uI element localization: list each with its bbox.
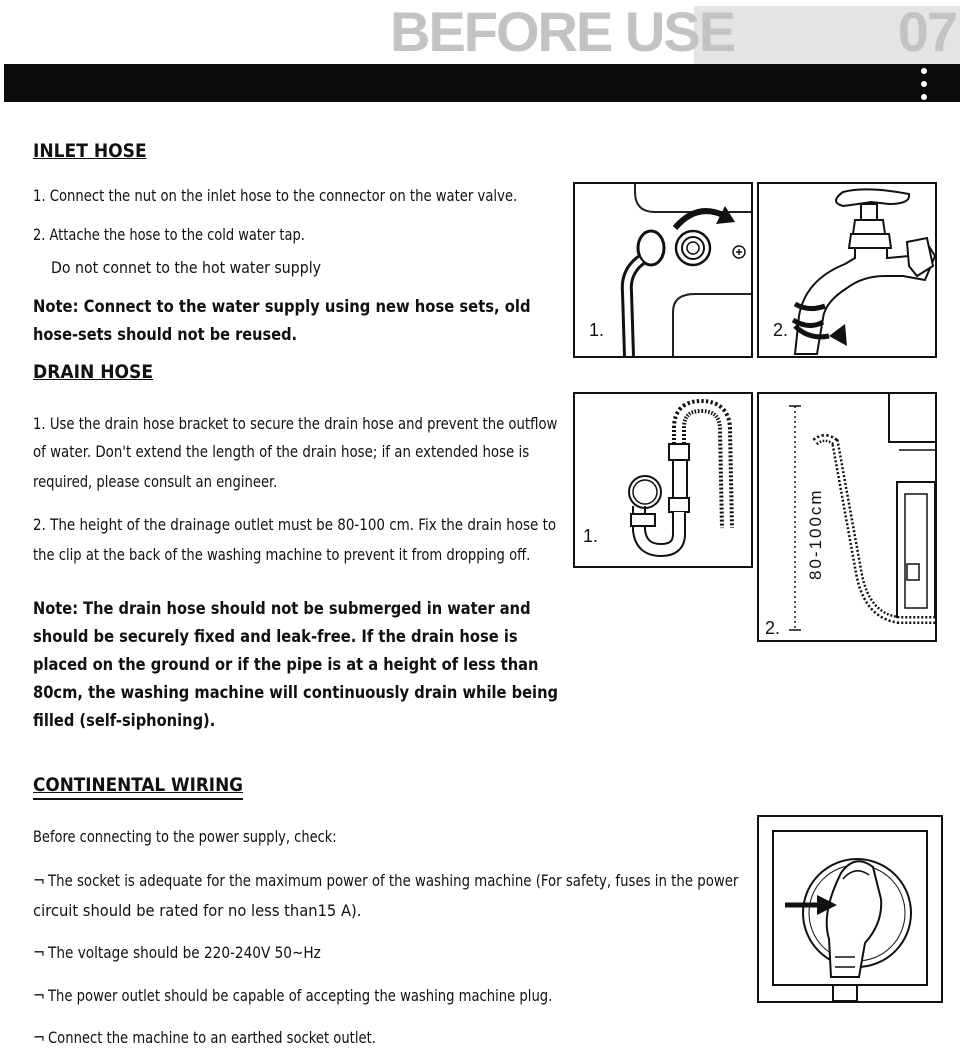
drain-figure-bracket bbox=[573, 392, 753, 568]
drain-hose-heading: DRAIN HOSE bbox=[33, 361, 154, 383]
inlet-figure-connector bbox=[573, 182, 753, 358]
valve-connector-illustration bbox=[575, 184, 751, 356]
drain-note-line-1: Note: The drain hose should not be submerged in water and bbox=[33, 599, 531, 619]
wiring-bullet-1-line-2: circuit should be rated for no less than15 A). bbox=[33, 901, 362, 920]
drain-p1-line-2: of water. Don't extend the length of the drain hose; if an extended hose is bbox=[33, 442, 530, 461]
page-number: 07 bbox=[897, 0, 956, 63]
drain-height-illustration bbox=[759, 394, 935, 640]
inlet-note-line-1: Note: Connect to the water supply using new hose sets, old bbox=[33, 297, 531, 317]
wiring-intro: Before connecting to the power supply, check: bbox=[33, 827, 337, 846]
drain-p2-line-1: 2. The height of the drainage outlet must be 80-100 cm. Fix the drain hose to bbox=[33, 515, 557, 534]
inlet-step-2: 2. Attache the hose to the cold water tap. bbox=[33, 225, 305, 244]
inlet-step-1: 1. Connect the nut on the inlet hose to the connector on the water valve. bbox=[33, 186, 518, 205]
drain-fig-label-2: 2. bbox=[765, 618, 781, 638]
drain-p2-line-2: the clip at the back of the washing machine to prevent it from dropping off. bbox=[33, 545, 531, 564]
bullet-2-glyph: ¬ bbox=[33, 943, 46, 962]
drain-p1-line-1: 1. Use the drain hose bracket to secure the drain hose and prevent the outflow bbox=[33, 414, 558, 433]
wiring-bullet-1-line-1: The socket is adequate for the maximum power of the washing machine (For safety, fuses in the power bbox=[48, 871, 739, 890]
plug-socket-illustration bbox=[759, 817, 941, 1001]
inlet-hose-heading: INLET HOSE bbox=[33, 140, 147, 162]
inlet-figure-tap bbox=[757, 182, 937, 358]
drain-figure-height bbox=[757, 392, 937, 642]
wiring-bullet-3: The power outlet should be capable of accepting the washing machine plug. bbox=[48, 986, 553, 1005]
wiring-figure-plug bbox=[757, 815, 943, 1003]
bullet-4-glyph: ¬ bbox=[33, 1028, 46, 1047]
inlet-fig-label-1: 1. bbox=[589, 320, 605, 340]
drain-note-line-4: 80cm, the washing machine will continuously drain while being bbox=[33, 683, 559, 703]
drain-note-line-2: should be securely fixed and leak-free. If the drain hose is bbox=[33, 627, 518, 647]
drain-note-line-3: placed on the ground or if the pipe is at a height of less than bbox=[33, 655, 539, 675]
wiring-bullet-2: The voltage should be 220-240V 50~Hz bbox=[48, 943, 321, 962]
inlet-fig-label-2: 2. bbox=[773, 320, 789, 340]
drain-bracket-illustration bbox=[575, 394, 751, 566]
drain-note-line-5: filled (self-siphoning). bbox=[33, 711, 216, 731]
heading-underline bbox=[33, 798, 243, 800]
water-tap-illustration bbox=[759, 184, 935, 356]
inlet-note-line-2: hose-sets should not be reused. bbox=[33, 325, 298, 345]
drain-p1-line-3: required, please consult an engineer. bbox=[33, 472, 278, 491]
page-title: BEFORE USE bbox=[390, 0, 735, 63]
drain-fig-label-1: 1. bbox=[583, 526, 599, 546]
dots-decoration bbox=[921, 68, 931, 120]
wiring-bullet-4: Connect the machine to an earthed socket outlet. bbox=[48, 1028, 376, 1047]
continental-wiring-heading: CONTINENTAL WIRING bbox=[33, 774, 244, 796]
header-bar bbox=[4, 64, 960, 102]
bullet-3-glyph: ¬ bbox=[33, 986, 46, 1005]
inlet-step-2-warning: Do not connet to the hot water supply bbox=[51, 258, 321, 277]
height-label: 80-100cm bbox=[806, 488, 825, 580]
bullet-1-glyph: ¬ bbox=[33, 871, 46, 890]
